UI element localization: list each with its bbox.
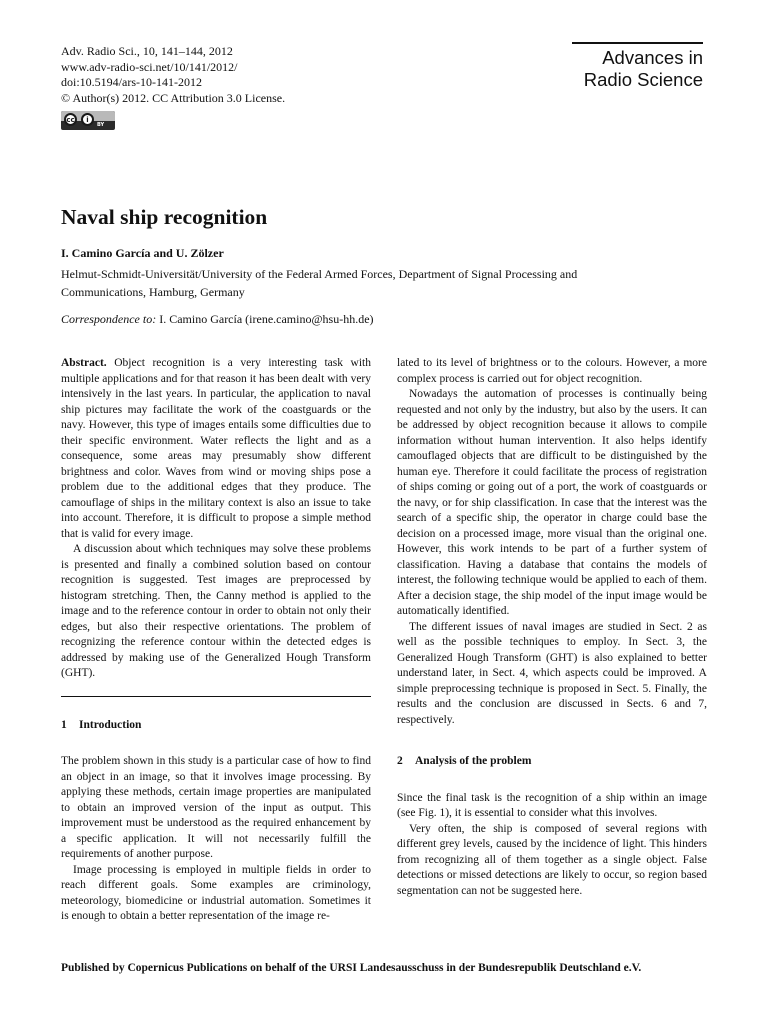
correspondence-label: Correspondence to: xyxy=(61,312,157,326)
body-paragraph: The different issues of naval images are studied in Sect. 2 as well as the possible techniques to employ. In Sect. 3, the Generalized Hough Transform (GHT) is also explained to better understand later, in Sect. 4, which aspects could be improved. A simple preprocessing technique is proposed in Sect. 5. Finally, the results and the conclusion are discussed in Sects. 6 and 7, respectively. xyxy=(397,620,707,726)
attribution-person-icon: i xyxy=(81,113,94,126)
right-column xyxy=(397,356,707,899)
abstract-text: Object recognition is a very interesting task with multiple applications and for that reason it has been dealt with very intensively in the last years. In particular, the application to naval ship pictures may facilitate the work of the coastguards or the navy. However, this type of images entails some difficulties due to their specific environment. Water reflects the light and as a consequence, some areas may presumably show different brightness and color. Waves from wind or moving ships pose a problem due to the additional edges that they produce. The camouflage of ships in the military context is also an issue to take into account. Therefore, it is difficult to propose a simple method that is valid for every image. xyxy=(61,357,371,540)
by-label: BY xyxy=(97,122,105,128)
citation-block xyxy=(61,44,285,106)
doi[interactable]: doi:10.5194/ars-10-141-2012 xyxy=(61,75,202,89)
body-paragraph: The problem shown in this study is a particular case of how to find an object in an image, so that it involves image processing. By applying these methods, certain image properties are manipulated to obtain an improved version of the input as output. This improvement must be understood as the required enhancement by a specific application. It will not necessarily fulfill the requirements of another purpose. xyxy=(61,755,371,860)
section-number: 2 xyxy=(397,755,403,767)
abstract-separator xyxy=(61,696,371,697)
publisher-footer: Published by Copernicus Publications on behalf of the URSI Landesausschuss in der Bundesrepublik Deutschland e.V. xyxy=(61,962,642,974)
section-heading-analysis xyxy=(397,754,707,770)
journal-name xyxy=(568,47,703,91)
abstract-paragraph xyxy=(61,356,371,542)
creative-commons-icon: cc xyxy=(64,113,77,126)
article-url[interactable]: www.adv-radio-sci.net/10/141/2012/ xyxy=(61,59,238,74)
cc-by-license-badge[interactable] xyxy=(61,111,115,130)
correspondence xyxy=(61,312,374,327)
section-title: Analysis of the problem xyxy=(415,755,532,767)
body-paragraph: Nowadays the automation of processes is continually being requested and not only by the industry, but also by the users. It can be addressed by object recognition because it allows to compile information without human intervention. It also helps identify camouflaged objects that are difficult to be distinguished by the human eye. Therefore it could facilitate the process of registration of ships coming or going out of a port, the work of coastguards or the navy, or for ship classification. In case that the interest was the search of a specific ship, the operator in charge could base the decision on a processed image, more visual than the original one. However, this work intends to be part of a further system of classification. Having a database that contains the models of interest, the following technique would be applied to each of them. After a decision stage, the ship model of the input image would be automatically identified. xyxy=(397,388,707,617)
license-text: © Author(s) 2012. CC Attribution 3.0 License. xyxy=(61,90,286,105)
body-paragraph: lated to its level of brightness or to the colours. However, a more complex process is carried out for object recognition. xyxy=(397,357,707,385)
abstract-paragraph-2: A discussion about which techniques may solve these problems is presented and finally a combined solution based on contour recognition is suggested. Test images are preprocessed by histogram stretching. Then, the Canny method is applied to the image and to the reference contour in order to obtain not only their edges, but also their respective orientations. The problem of recognizing the reference contour within the detected edges is addressed by making use of the Generalized Hough Transform (GHT). xyxy=(61,543,371,679)
section-title: Introduction xyxy=(79,718,142,731)
journal-name-line2: Radio Science xyxy=(583,69,703,90)
body-paragraph: Very often, the ship is composed of several regions with different grey levels, caused by the incidence of light. This hinders from recognizing all of them together as a single object. False detections or missed detections are likely to occur, so region based segmentation can not be suggested here. xyxy=(397,822,707,897)
abstract-label: Abstract. xyxy=(61,357,107,369)
citation: Adv. Radio Sci., 10, 141–144, 2012 xyxy=(61,44,233,58)
paper-title: Naval ship recognition xyxy=(61,205,268,229)
correspondence-text: I. Camino García (irene.camino@hsu-hh.de) xyxy=(156,312,374,326)
left-column xyxy=(61,356,371,925)
body-paragraph: Since the final task is the recognition of a ship within an image (see Fig. 1), it is essential to consider what this involves. xyxy=(397,791,707,819)
section-heading-introduction xyxy=(61,718,371,734)
journal-name-line1: Advances in xyxy=(602,47,703,68)
body-paragraph: Image processing is employed in multiple fields in order to reach different goals. Some examples are criminology, meteorology, biomedicine or industrial automation. Sometimes it is enough to obtain a better representation of the image re- xyxy=(61,863,371,922)
section-number: 1 xyxy=(61,718,67,731)
affiliation: Helmut-Schmidt-Universität/University of the Federal Armed Forces, Department of Signal Processing and Communications, Hamburg, Germany xyxy=(61,267,578,299)
authors: I. Camino García and U. Zölzer xyxy=(61,246,224,260)
journal-rule xyxy=(572,42,703,44)
